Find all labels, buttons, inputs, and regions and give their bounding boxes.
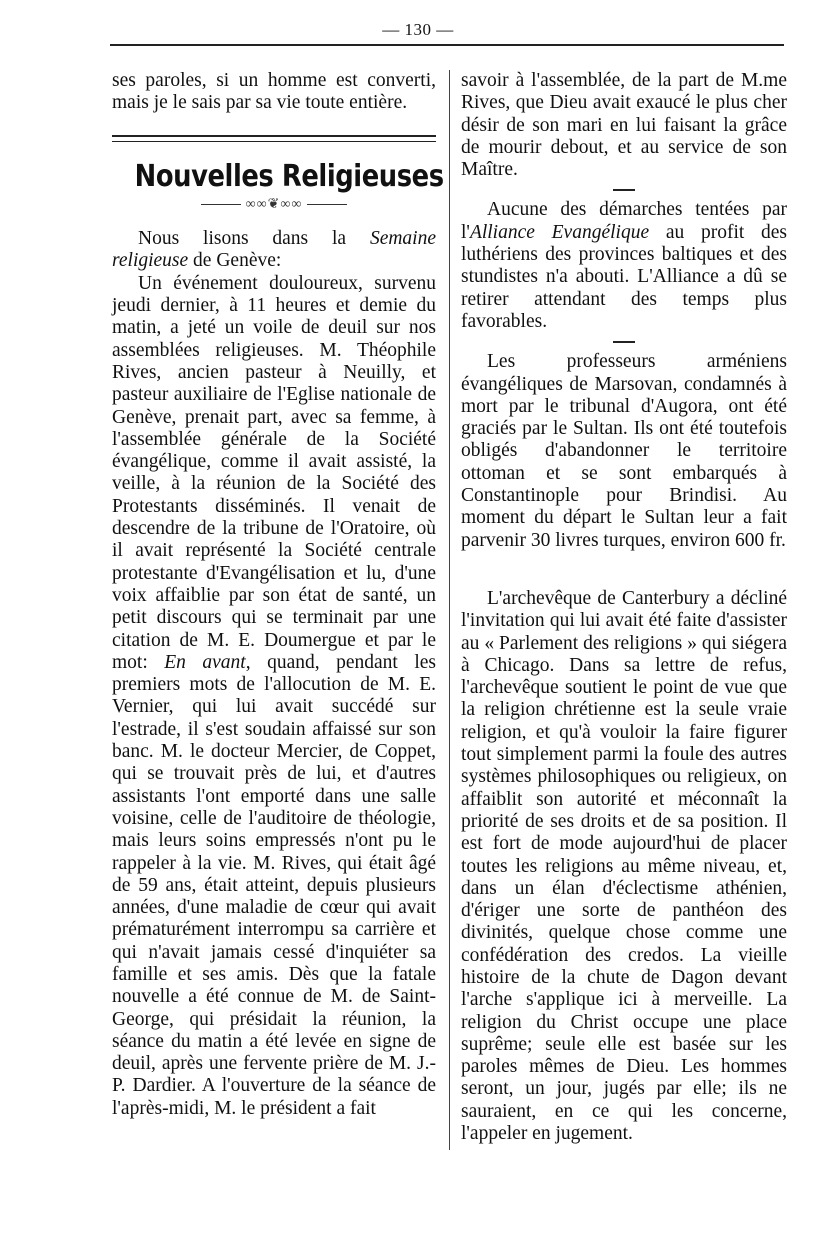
left-column xyxy=(112,70,444,1120)
publication-name: Semaine religieuse xyxy=(112,228,436,272)
continuation-paragraph: ses paroles, si un homme est converti, mais je le sais par sa vie toute entière. xyxy=(112,70,436,114)
article-text-end: , quand, pendant les premiers mots de l'allocution de M. E. Vernier, qui lui avait succédé sur l'estrade, il s'est soudain affaissé sur son banc. M. le docteur Mercier, de Coppet, qui se trouvait près de lui, et d'autres assistants l'ont emporté dans une salle voisine, celle de l'auditoire de théologie, mais leurs soins empressés n'ont pu le rappeler à la vie. M. Rives, qui était âgé de 59 ans, était atteint, depuis plusieurs années, d'une maladie de cœur qui avait prématurément interrompu sa carrière et qui n'avait jamais cessé d'inquiéter sa famille et ses amis. Dès que la fatale nouvelle a été connue de M. de Saint-George, qui présidait la réunion, la séance du matin a été levée en signe de deuil, après une fervente prière de M. J.-P. Dardier. A l'ouverture de la séance de l'après-midi, M. le président a fait xyxy=(112,651,437,1119)
continuation-paragraph-right: savoir à l'assemblée, de la part de M.me Rives, que Dieu avait exaucé le plus cher désir de son mari en lui faisant la grâce de mourir debout, et au service de son Maître. xyxy=(461,70,787,181)
alliance-name: Alliance Evangélique xyxy=(469,221,650,243)
alliance-text: Aucune des démarches tentées par l' xyxy=(461,199,787,243)
header-rule xyxy=(110,44,784,46)
alliance-paragraph xyxy=(461,199,787,333)
article-text: Un événement douloureux, survenu jeudi dernier, à 11 heures et demie du matin, a jeté un voile de deuil sur nos assemblées religieuses. M. Théophile Rives, ancien pasteur à Neuilly, et pasteur auxiliaire de l'Eglise nationale de Genève, prenait part, avec sa femme, à l'assemblée générale de la Société évangélique, comme il avait assisté, la veille, à la réunion de la Société des Protestants disséminés. Il venait de descendre de la tribune de l'Oratoire, où il avait représenté la Société centrale protestante d'Evangélisation et lu, d'une voix affaiblie par son état de santé, un petit discours qui se terminait par une citation de M. E. Doumergue et par le mot: xyxy=(112,272,436,673)
ornament-line-right xyxy=(307,204,347,205)
news-separator xyxy=(613,341,635,343)
article-paragraph xyxy=(112,273,436,1120)
news-separator xyxy=(613,189,635,191)
canterbury-paragraph: L'archevêque de Canterbury a décliné l'invitation qui lui avait été faite d'assister au « Parlement des religions » qui siégera à Chicago. Dans sa lettre de refus, l'archevêque soutient le point de vue que la religion chrétienne est la seule vraie religion, et qu'à vouloir la faire figurer tout simplement parmi la foule des autres systèmes philosophiques ou religieux, on affaiblit son autorité et méconnaît la priorité de ses droits et de sa position. Il est fort de mode aujourd'hui de placer toutes les religions au même niveau, et, dans un élan d'éclectisme athénien, d'ériger une sorte de panthéon des divinités, quelque chose comme une confédération des credos. La vieille histoire de la chute de Dagon devant l'arche s'applique ici à merveille. La religion du Christ occupe une place suprême; seule elle est basée sur les paroles mêmes de Dieu. Les hommes seront, un jour, jugés par elle; ils ne sauraient, en ce qui les concerne, l'appeler en jugement. xyxy=(461,587,787,1145)
section-title: Nouvelles Religieuses xyxy=(134,158,444,194)
intro-text: Nous lisons dans la xyxy=(138,228,370,250)
article-emphasis: En avant xyxy=(164,651,246,673)
intro-text-end: de Genève: xyxy=(188,250,282,272)
ornament-glyph: ∞∞❦∞∞ xyxy=(245,196,303,212)
column-divider xyxy=(449,70,450,1150)
armenian-paragraph: Les professeurs arméniens évangéliques de Marsovan, condamnés à mort par le tribunal d'Augora, ont été graciés par le Sultan. Ils ont été toutefois obligés d'abandonner le territoire ottoman et se sont embarqués à Constantinople pour Brindisi. Au moment du départ le Sultan leur a fait parvenir 30 livres turques, environ 600 fr. xyxy=(461,351,787,551)
ornament-line-left xyxy=(201,204,241,205)
alliance-text-end: au profit des luthériens des provinces baltiques et des stundistes n'a abouti. L'Alliance a dû se retirer attendant des temps plus favorables. xyxy=(461,221,787,332)
page-number: — 130 — xyxy=(382,20,454,39)
title-ornament xyxy=(112,194,436,216)
spacer xyxy=(461,552,787,588)
intro-paragraph xyxy=(112,228,436,273)
right-column xyxy=(461,70,787,1145)
section-separator xyxy=(112,135,436,142)
